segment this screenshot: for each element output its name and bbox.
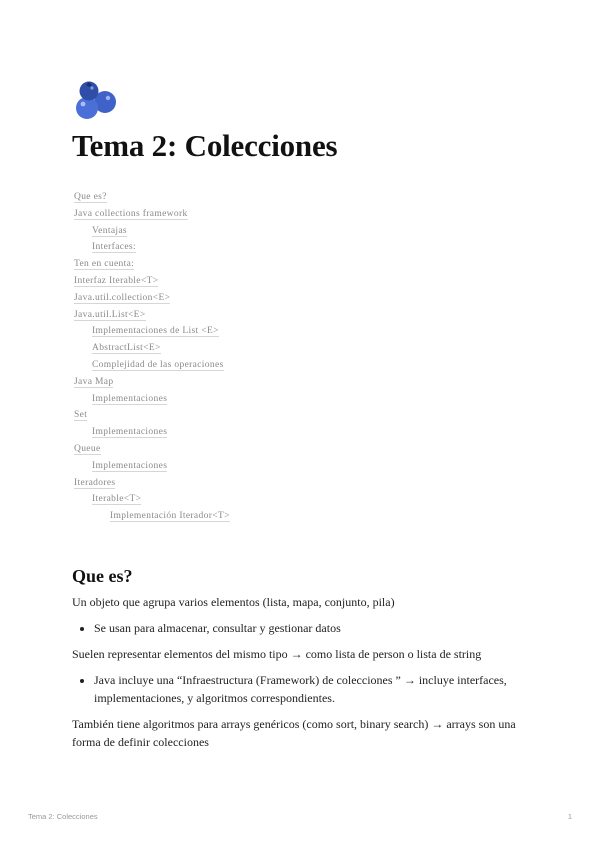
toc-item[interactable] bbox=[74, 393, 230, 410]
toc-link[interactable]: Java collections framework bbox=[74, 208, 188, 219]
toc-link[interactable]: Interfaces: bbox=[92, 242, 136, 253]
toc-item[interactable] bbox=[74, 426, 230, 443]
toc-link[interactable]: AbstractList<E> bbox=[92, 343, 161, 354]
toc-item[interactable] bbox=[74, 241, 230, 258]
toc-link[interactable]: Implementaciones bbox=[92, 460, 168, 471]
toc-link[interactable]: Iterable<T> bbox=[92, 494, 142, 505]
toc-link[interactable]: Java.util.List<E> bbox=[74, 309, 146, 320]
toc-item[interactable] bbox=[74, 325, 230, 342]
toc-link[interactable]: Interfaz Iterable<T> bbox=[74, 275, 159, 286]
toc-item[interactable] bbox=[74, 275, 230, 292]
bullet-list bbox=[72, 671, 532, 707]
bullet-list bbox=[72, 619, 532, 637]
toc-item[interactable] bbox=[74, 359, 230, 376]
toc-link[interactable]: Set bbox=[74, 410, 88, 421]
bullet-item: • Java incluye una “Infraestructura (Framework) de colecciones ” → incluye interfaces, implementaciones, y algoritmos correspondientes. bbox=[94, 671, 532, 707]
toc-item[interactable] bbox=[74, 510, 230, 527]
toc-item[interactable] bbox=[74, 477, 230, 494]
table-of-contents bbox=[74, 191, 230, 527]
toc-link[interactable]: Implementaciones bbox=[92, 393, 168, 404]
toc-item[interactable] bbox=[74, 258, 230, 275]
toc-item[interactable] bbox=[74, 460, 230, 477]
toc-item[interactable] bbox=[74, 225, 230, 242]
footer-title: Tema 2: Colecciones bbox=[28, 812, 98, 821]
toc-link[interactable]: Ventajas bbox=[92, 225, 127, 236]
toc-item[interactable] bbox=[74, 309, 230, 326]
toc-link[interactable]: Iteradores bbox=[74, 477, 116, 488]
toc-item[interactable] bbox=[74, 208, 230, 225]
toc-item[interactable] bbox=[74, 292, 230, 309]
toc-item[interactable] bbox=[74, 342, 230, 359]
section-heading: Que es? bbox=[72, 566, 133, 586]
page-number: 1 bbox=[567, 812, 572, 821]
toc-link[interactable]: Ten en cuenta: bbox=[74, 259, 135, 270]
toc-link[interactable]: Java Map bbox=[74, 376, 114, 387]
toc-link[interactable]: Java.util.collection<E> bbox=[74, 292, 171, 303]
toc-item[interactable] bbox=[74, 376, 230, 393]
toc-link[interactable]: Implementaciones de List <E> bbox=[92, 326, 219, 337]
paragraph: Suelen representar elementos del mismo tipo → como lista de person o lista de string bbox=[72, 647, 482, 661]
page-title: Tema 2: Colecciones bbox=[72, 128, 338, 163]
toc-link[interactable]: Implementación Iterador<T> bbox=[110, 511, 230, 522]
paragraph: Un objeto que agrupa varios elementos (lista, mapa, conjunto, pila) bbox=[72, 595, 395, 609]
bullet-item: • Se usan para almacenar, consultar y gestionar datos bbox=[94, 619, 532, 637]
toc-link[interactable]: Complejidad de las operaciones bbox=[92, 359, 224, 370]
toc-item[interactable] bbox=[74, 443, 230, 460]
toc-item[interactable] bbox=[74, 493, 230, 510]
paragraph: También tiene algoritmos para arrays genéricos (como sort, binary search) → arrays son una forma de definir colecciones bbox=[72, 717, 516, 749]
toc-link[interactable]: Que es? bbox=[74, 192, 107, 202]
toc-link[interactable]: Implementaciones bbox=[92, 427, 168, 438]
section-content bbox=[72, 593, 532, 759]
toc-link[interactable]: Queue bbox=[74, 443, 101, 454]
toc-item[interactable] bbox=[74, 191, 230, 208]
blueberry-icon bbox=[72, 78, 120, 120]
toc-item[interactable] bbox=[74, 409, 230, 426]
